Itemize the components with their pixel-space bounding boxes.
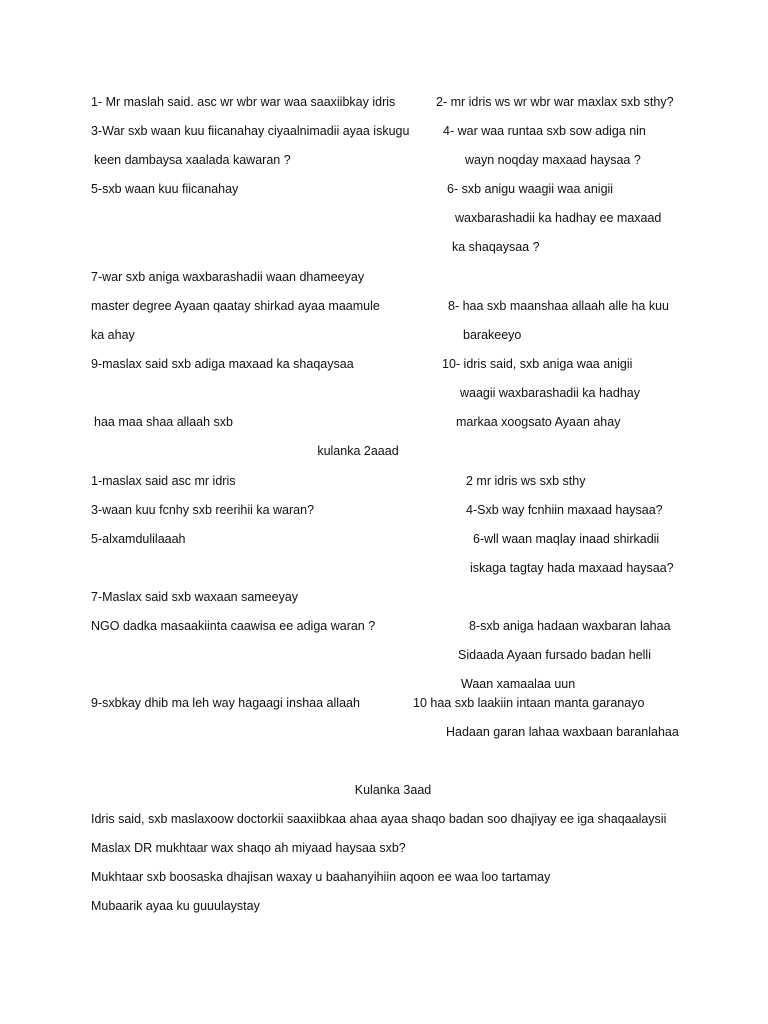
dialogue-line: keen dambaysa xaalada kawaran ? — [94, 153, 291, 167]
paragraph-line: Maslax DR mukhtaar wax shaqo ah miyaad haysaa sxb? — [91, 841, 406, 855]
paragraph-line: Mukhtaar sxb boosaska dhajisan waxay u baahanyihiin aqoon ee waa loo tartamay — [91, 870, 551, 884]
section-heading: kulanka 2aaad — [317, 444, 399, 458]
dialogue-line: 2 mr idris ws sxb sthy — [466, 474, 586, 488]
paragraph-line: Idris said, sxb maslaxoow doctorkii saaxiibkaa ahaa ayaa shaqo badan soo dhajiyay ee iga shaqaalaysii — [91, 812, 667, 826]
dialogue-line: waxbarashadii ka hadhay ee maxaad — [455, 211, 662, 225]
dialogue-line: 10- idris said, sxb aniga waa anigii — [442, 357, 633, 371]
paragraph-line: Mubaarik ayaa ku guuulaystay — [91, 899, 260, 913]
dialogue-line: 5-sxb waan kuu fiicanahay — [91, 182, 239, 196]
dialogue-line: barakeeyo — [463, 328, 522, 342]
dialogue-line: waagii waxbarashadii ka hadhay — [460, 386, 640, 400]
dialogue-line: ka ahay — [91, 328, 135, 342]
dialogue-line: NGO dadka masaakiinta caawisa ee adiga waran ? — [91, 619, 376, 633]
dialogue-line: 1- Mr maslah said. asc wr wbr war waa saaxiibkay idris — [91, 95, 396, 109]
dialogue-line: 9-sxbkay dhib ma leh way hagaagi inshaa allaah — [91, 696, 360, 710]
dialogue-line: Waan xamaalaa uun — [461, 677, 576, 691]
dialogue-line: 1-maslax said asc mr idris — [91, 474, 236, 488]
dialogue-line: 8-sxb aniga hadaan waxbaran lahaa — [469, 619, 671, 633]
dialogue-line: 3-waan kuu fcnhy sxb reerihii ka waran? — [91, 503, 315, 517]
dialogue-line: 8- haa sxb maanshaa allaah alle ha kuu — [448, 299, 669, 313]
dialogue-line: wayn noqday maxaad haysaa ? — [465, 153, 641, 167]
dialogue-line: 4- war waa runtaa sxb sow adiga nin — [443, 124, 646, 138]
dialogue-line: 7-war sxb aniga waxbarashadii waan dhameeyay — [91, 270, 365, 284]
dialogue-line: 2- mr idris ws wr wbr war maxlax sxb sthy? — [436, 95, 674, 109]
dialogue-line: 9-maslax said sxb adiga maxaad ka shaqaysaa — [91, 357, 354, 371]
dialogue-line: iskaga tagtay hada maxaad haysaa? — [470, 561, 674, 575]
dialogue-line: 4-Sxb way fcnhiin maxaad haysaa? — [466, 503, 663, 517]
dialogue-line: Hadaan garan lahaa waxbaan baranlahaa — [446, 725, 679, 739]
section-heading: Kulanka 3aad — [354, 783, 432, 797]
dialogue-line: 5-alxamdulilaaah — [91, 532, 186, 546]
dialogue-line: 7-Maslax said sxb waxaan sameeyay — [91, 590, 299, 604]
dialogue-line: Sidaada Ayaan fursado badan helli — [458, 648, 651, 662]
dialogue-line: 3-War sxb waan kuu fiicanahay ciyaalnimadii ayaa iskugu — [91, 124, 410, 138]
dialogue-line: 6- sxb anigu waagii waa anigii — [447, 182, 614, 196]
dialogue-line: 6-wll waan maqlay inaad shirkadii — [473, 532, 660, 546]
dialogue-line: master degree Ayaan qaatay shirkad ayaa maamule — [91, 299, 380, 313]
dialogue-line: 10 haa sxb laakiin intaan manta garanayo — [413, 696, 645, 710]
dialogue-line: markaa xoogsato Ayaan ahay — [456, 415, 621, 429]
dialogue-line: ka shaqaysaa ? — [452, 240, 540, 254]
dialogue-line: haa maa shaa allaah sxb — [94, 415, 233, 429]
